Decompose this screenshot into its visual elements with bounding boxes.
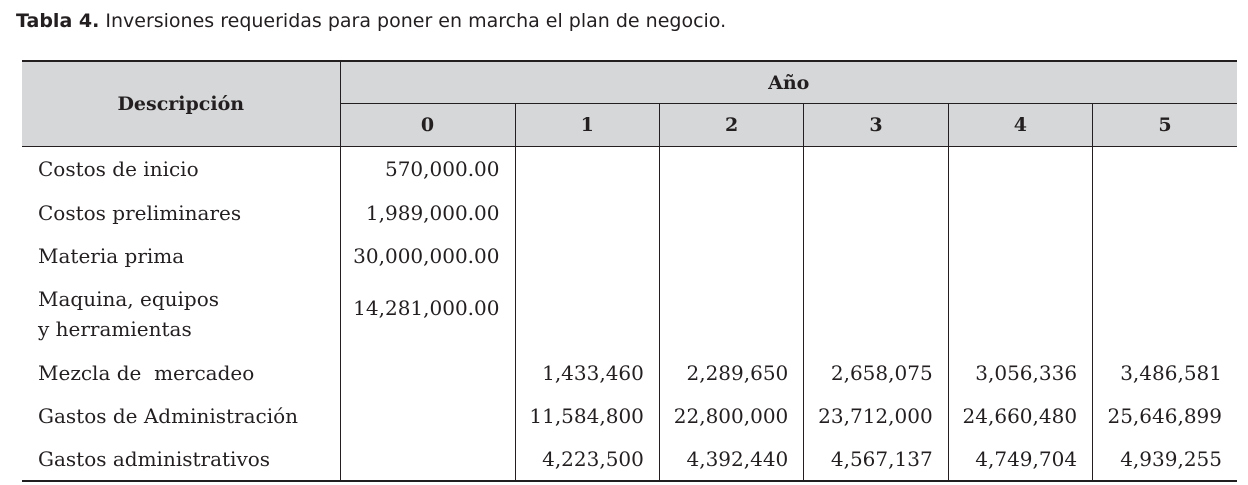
table-row xyxy=(22,147,1237,192)
cell-year-3 xyxy=(804,191,948,234)
cell-year-2 xyxy=(659,277,803,351)
cell-year-1 xyxy=(515,277,659,351)
table-row xyxy=(22,234,1237,277)
header-year-1: 1 xyxy=(515,104,659,147)
header-year-2: 2 xyxy=(659,104,803,147)
cell-year-5: 25,646,899 xyxy=(1093,394,1237,437)
table-body xyxy=(22,147,1237,482)
cell-year-4: 24,660,480 xyxy=(948,394,1092,437)
cell-year-3: 23,712,000 xyxy=(804,394,948,437)
cell-year-3 xyxy=(804,147,948,192)
cell-year-5 xyxy=(1093,277,1237,351)
cell-year-0 xyxy=(340,351,515,394)
cell-year-1 xyxy=(515,234,659,277)
header-year-group: Año xyxy=(340,61,1237,104)
cell-year-1 xyxy=(515,191,659,234)
cell-year-2 xyxy=(659,147,803,192)
cell-year-0 xyxy=(340,437,515,481)
cell-year-5 xyxy=(1093,191,1237,234)
cell-year-0: 1,989,000.00 xyxy=(340,191,515,234)
cell-year-1: 11,584,800 xyxy=(515,394,659,437)
table-caption-text: Inversiones requeridas para poner en marcha el plan de negocio. xyxy=(99,10,727,32)
cell-year-4 xyxy=(948,191,1092,234)
row-description: Materia prima xyxy=(22,234,340,277)
cell-year-3: 4,567,137 xyxy=(804,437,948,481)
table-caption xyxy=(16,8,726,34)
row-description: Gastos de Administración xyxy=(22,394,340,437)
table-header xyxy=(22,61,1237,147)
header-description: Descripción xyxy=(22,61,340,147)
cell-year-4 xyxy=(948,147,1092,192)
cell-year-0 xyxy=(340,277,515,351)
cell-year-0 xyxy=(340,394,515,437)
cell-year-5 xyxy=(1093,147,1237,192)
table-row xyxy=(22,437,1237,481)
row-description: Costos preliminares xyxy=(22,191,340,234)
cell-year-0: 30,000,000.00 xyxy=(340,234,515,277)
cell-year-1: 4,223,500 xyxy=(515,437,659,481)
cell-year-4 xyxy=(948,234,1092,277)
cell-year-4: 4,749,704 xyxy=(948,437,1092,481)
header-year-0: 0 xyxy=(340,104,515,147)
header-year-5: 5 xyxy=(1093,104,1237,147)
cell-year-2: 2,289,650 xyxy=(659,351,803,394)
table-row xyxy=(22,394,1237,437)
cell-year-5: 4,939,255 xyxy=(1093,437,1237,481)
cell-year-2 xyxy=(659,234,803,277)
cell-year-1: 1,433,460 xyxy=(515,351,659,394)
cell-year-5: 3,486,581 xyxy=(1093,351,1237,394)
table-row xyxy=(22,351,1237,394)
table-caption-label: Tabla 4. xyxy=(16,10,100,32)
cell-year-3 xyxy=(804,234,948,277)
cell-year-0-value: 14,281,000.00 xyxy=(353,296,500,320)
row-description: Gastos administrativos xyxy=(22,437,340,481)
cell-year-5 xyxy=(1093,234,1237,277)
row-description-line: Maquina, equipos xyxy=(38,287,220,311)
investment-table xyxy=(22,60,1237,482)
cell-year-2: 22,800,000 xyxy=(659,394,803,437)
row-description xyxy=(22,277,340,351)
cell-year-2 xyxy=(659,191,803,234)
header-year-3: 3 xyxy=(804,104,948,147)
cell-year-3 xyxy=(804,277,948,351)
cell-year-1 xyxy=(515,147,659,192)
row-description-line: y herramientas xyxy=(38,317,192,341)
cell-year-4: 3,056,336 xyxy=(948,351,1092,394)
table-row xyxy=(22,191,1237,234)
cell-year-0: 570,000.00 xyxy=(340,147,515,192)
row-description: Mezcla de mercadeo xyxy=(22,351,340,394)
header-year-4: 4 xyxy=(948,104,1092,147)
cell-year-2: 4,392,440 xyxy=(659,437,803,481)
row-description: Costos de inicio xyxy=(22,147,340,192)
table-row xyxy=(22,277,1237,351)
cell-year-4 xyxy=(948,277,1092,351)
cell-year-3: 2,658,075 xyxy=(804,351,948,394)
